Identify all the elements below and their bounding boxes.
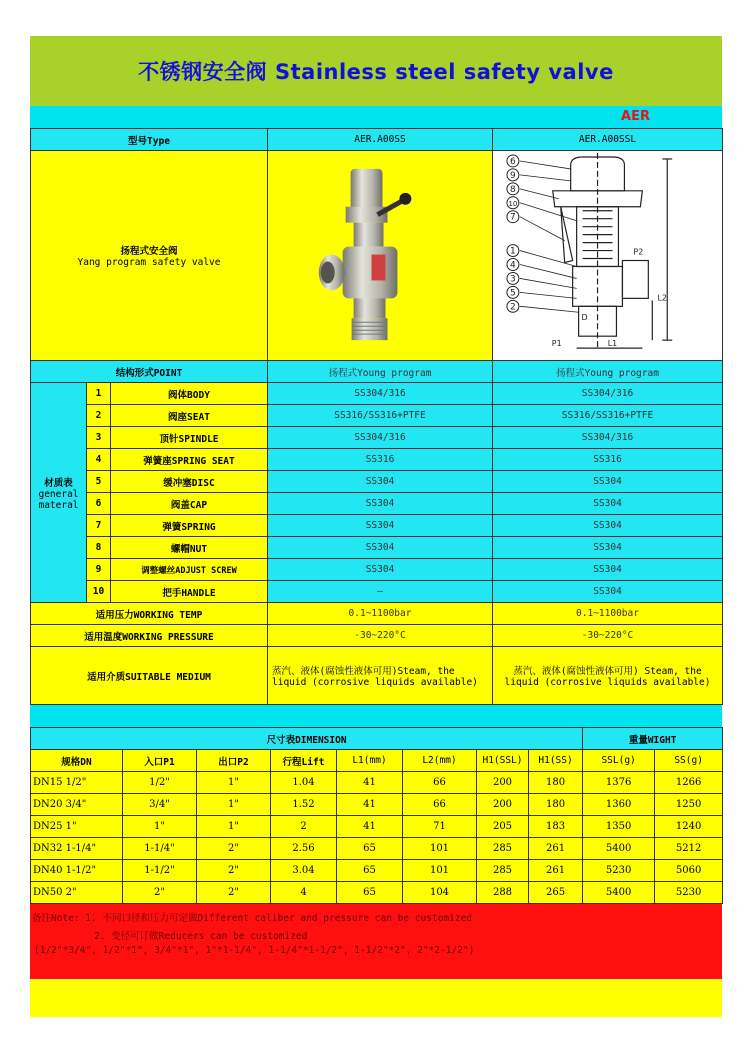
dimension-header-row xyxy=(31,750,723,772)
cell-lift: 2.56 xyxy=(271,838,337,860)
cell-p2: 1" xyxy=(197,816,271,838)
cell-l2: 71 xyxy=(403,816,477,838)
svg-text:9: 9 xyxy=(510,170,516,181)
material-row xyxy=(31,449,723,471)
cell-p2: 2" xyxy=(197,838,271,860)
cell-ssl-g: 5400 xyxy=(583,838,655,860)
title-band xyxy=(30,36,722,106)
pressure-value-b: -30~220°C xyxy=(493,625,723,647)
cell-ss-g: 5230 xyxy=(655,882,723,904)
cell-dn: DN50 2" xyxy=(31,882,123,904)
dim-d: D xyxy=(581,313,588,323)
material-group-cn: 材质表 xyxy=(44,477,73,489)
point-value-b: 扬程式Young program xyxy=(493,361,723,383)
valve-label xyxy=(372,255,386,281)
valve-diagram-cell xyxy=(493,151,723,361)
svg-text:7: 7 xyxy=(510,212,516,223)
material-row xyxy=(31,383,723,405)
callout-10 xyxy=(507,197,519,209)
material-no: 6 xyxy=(87,493,111,515)
material-a: SS304/316 xyxy=(268,427,493,449)
spec-table xyxy=(30,128,723,705)
material-no: 7 xyxy=(87,515,111,537)
col-lift: 行程Lift xyxy=(271,750,337,772)
material-row xyxy=(31,405,723,427)
material-part: 把手HANDLE xyxy=(111,581,268,603)
cell-dn: DN40 1-1/2" xyxy=(31,860,123,882)
valve-photo-cell xyxy=(268,151,493,361)
callout-9 xyxy=(507,169,519,181)
material-row xyxy=(31,581,723,603)
material-part: 弹簧座SPRING SEAT xyxy=(111,449,268,471)
cell-l1: 65 xyxy=(337,882,403,904)
material-no: 3 xyxy=(87,427,111,449)
note-line-1: 备注Note: 1. 不同口径和压力可定做Different caliber and pressure can be customized xyxy=(32,913,473,925)
material-b: SS304 xyxy=(493,581,723,603)
cell-ssl-g: 1350 xyxy=(583,816,655,838)
material-row xyxy=(31,493,723,515)
spec-sheet xyxy=(30,36,722,1017)
pressure-label: 适用温度WORKING PRESSURE xyxy=(31,625,268,647)
cell-p1: 1-1/2" xyxy=(123,860,197,882)
cell-h1-ss: 180 xyxy=(529,772,583,794)
cell-dn: DN32 1-1/4" xyxy=(31,838,123,860)
cell-h1-ssl: 285 xyxy=(477,838,529,860)
dimension-row xyxy=(31,860,723,882)
notes-band xyxy=(30,904,722,979)
material-a: SS304 xyxy=(268,559,493,581)
cell-dn: DN20 3/4" xyxy=(31,794,123,816)
cell-h1-ssl: 285 xyxy=(477,860,529,882)
cell-dn: DN15 1/2" xyxy=(31,772,123,794)
medium-value-a: 蒸汽、液体(腐蚀性液体可用)Steam, the liquid (corrosive liquids available) xyxy=(268,647,493,705)
material-part: 弹簧SPRING xyxy=(111,515,268,537)
svg-text:10: 10 xyxy=(508,199,518,208)
material-a: SS304 xyxy=(268,515,493,537)
material-a: SS304 xyxy=(268,471,493,493)
weight-title: 重量WIGHT xyxy=(583,728,723,750)
cell-ss-g: 5212 xyxy=(655,838,723,860)
callout-5 xyxy=(507,286,519,298)
point-value-a: 扬程式Young program xyxy=(268,361,493,383)
cell-l2: 101 xyxy=(403,860,477,882)
cell-l2: 101 xyxy=(403,838,477,860)
material-b: SS304/316 xyxy=(493,383,723,405)
dim-p1: P1 xyxy=(551,339,562,349)
cell-p2: 1" xyxy=(197,794,271,816)
material-b: SS316 xyxy=(493,449,723,471)
type-label: 型号Type xyxy=(31,129,268,151)
cell-p1: 2" xyxy=(123,882,197,904)
cell-p1: 3/4" xyxy=(123,794,197,816)
svg-text:3: 3 xyxy=(510,274,516,285)
cell-l1: 65 xyxy=(337,838,403,860)
material-no: 1 xyxy=(87,383,111,405)
material-group-en2: materal xyxy=(38,499,79,511)
material-row xyxy=(31,471,723,493)
callout-8 xyxy=(507,183,519,195)
product-name-en: Yang program safety valve xyxy=(77,257,221,269)
cell-p2: 2" xyxy=(197,860,271,882)
cell-p2: 2" xyxy=(197,882,271,904)
dim-l1: L1 xyxy=(607,339,618,349)
cell-h1-ssl: 200 xyxy=(477,794,529,816)
brand-label: AER xyxy=(621,109,650,124)
col-h1-ss: H1(SS) xyxy=(529,750,583,772)
model-a: AER.A00SS xyxy=(268,129,493,151)
cell-lift: 2 xyxy=(271,816,337,838)
material-b: SS304 xyxy=(493,559,723,581)
cell-ssl-g: 5400 xyxy=(583,882,655,904)
cell-l2: 66 xyxy=(403,772,477,794)
page-title: 不锈钢安全阀 Stainless steel safety valve xyxy=(138,60,614,84)
material-b: SS304 xyxy=(493,537,723,559)
material-b: SS304 xyxy=(493,493,723,515)
svg-text:8: 8 xyxy=(510,184,516,195)
cell-p1: 1/2" xyxy=(123,772,197,794)
cell-l2: 104 xyxy=(403,882,477,904)
cell-lift: 4 xyxy=(271,882,337,904)
valve-photo xyxy=(268,151,492,360)
cell-l1: 65 xyxy=(337,860,403,882)
cell-dn: DN25 1" xyxy=(31,816,123,838)
cell-h1-ss: 265 xyxy=(529,882,583,904)
material-a: SS304/316 xyxy=(268,383,493,405)
temp-value-a: 0.1~1100bar xyxy=(268,603,493,625)
cell-lift: 3.04 xyxy=(271,860,337,882)
dimension-table xyxy=(30,727,723,904)
cell-lift: 1.52 xyxy=(271,794,337,816)
note-line-2: 2. 变径可订做Reducers can be customized xyxy=(94,931,308,943)
note-line-3: (1/2"*3/4", 1/2"*1", 3/4"*1", 1"*1-1/4", 1-1/4"*1-1/2", 1-1/2"*2", 2"*2-1/2") xyxy=(34,945,475,957)
col-l1: L1(mm) xyxy=(337,750,403,772)
callout-4 xyxy=(507,259,519,271)
col-h1-ssl: H1(SSL) xyxy=(477,750,529,772)
callout-6 xyxy=(507,155,519,167)
material-part: 缓冲塞DISC xyxy=(111,471,268,493)
svg-text:2: 2 xyxy=(510,302,516,313)
material-part: 阀盖CAP xyxy=(111,493,268,515)
bottom-band xyxy=(30,979,722,1017)
cell-p1: 1" xyxy=(123,816,197,838)
medium-label: 适用介质SUITABLE MEDIUM xyxy=(31,647,268,705)
col-p1: 入口P1 xyxy=(123,750,197,772)
cell-ss-g: 5060 xyxy=(655,860,723,882)
cell-h1-ssl: 200 xyxy=(477,772,529,794)
brand-band xyxy=(30,106,722,128)
col-l2: L2(mm) xyxy=(403,750,477,772)
col-p2: 出口P2 xyxy=(197,750,271,772)
cell-h1-ss: 180 xyxy=(529,794,583,816)
material-row xyxy=(31,515,723,537)
material-a: SS316/SS316+PTFE xyxy=(268,405,493,427)
material-group-cell xyxy=(31,383,87,603)
cell-h1-ssl: 205 xyxy=(477,816,529,838)
cell-l1: 41 xyxy=(337,816,403,838)
cell-h1-ssl: 288 xyxy=(477,882,529,904)
svg-text:6: 6 xyxy=(510,156,516,167)
material-a: — xyxy=(268,581,493,603)
cell-ssl-g: 1360 xyxy=(583,794,655,816)
dimension-row xyxy=(31,794,723,816)
callout-3 xyxy=(507,272,519,284)
cell-h1-ss: 261 xyxy=(529,860,583,882)
cell-l1: 41 xyxy=(337,794,403,816)
dimension-title: 尺寸表DIMENSION xyxy=(31,728,583,750)
cell-h1-ss: 183 xyxy=(529,816,583,838)
cell-p2: 1" xyxy=(197,772,271,794)
material-row xyxy=(31,559,723,581)
section-divider xyxy=(30,705,722,727)
material-part: 阀座SEAT xyxy=(111,405,268,427)
cell-l2: 66 xyxy=(403,794,477,816)
cell-p1: 1-1/4" xyxy=(123,838,197,860)
material-b: SS316/SS316+PTFE xyxy=(493,405,723,427)
temp-value-b: 0.1~1100bar xyxy=(493,603,723,625)
col-dn: 规格DN xyxy=(31,750,123,772)
product-name-cn: 扬程式安全阀 xyxy=(120,246,178,258)
cell-ss-g: 1266 xyxy=(655,772,723,794)
material-group-en1: general xyxy=(38,488,79,500)
dim-p2: P2 xyxy=(633,247,644,257)
valve-diagram xyxy=(493,151,722,360)
callout-2 xyxy=(507,300,519,312)
cell-l1: 41 xyxy=(337,772,403,794)
material-b: SS304 xyxy=(493,471,723,493)
cell-lift: 1.04 xyxy=(271,772,337,794)
valve-cap xyxy=(351,169,383,211)
material-b: SS304/316 xyxy=(493,427,723,449)
callout-1 xyxy=(507,245,519,257)
svg-text:1: 1 xyxy=(510,246,516,257)
col-ssl-g: SSL(g) xyxy=(583,750,655,772)
cell-ssl-g: 1376 xyxy=(583,772,655,794)
material-b: SS304 xyxy=(493,515,723,537)
callout-7 xyxy=(507,211,519,223)
medium-value-b: 蒸汽、液体(腐蚀性液体可用) Steam, the liquid (corrosive liquids available) xyxy=(493,647,723,705)
pressure-value-a: -30~220°C xyxy=(268,625,493,647)
material-row xyxy=(31,537,723,559)
dimension-row xyxy=(31,838,723,860)
col-ss-g: SS(g) xyxy=(655,750,723,772)
material-part: 阀体BODY xyxy=(111,383,268,405)
material-a: SS304 xyxy=(268,537,493,559)
cell-h1-ss: 261 xyxy=(529,838,583,860)
material-no: 8 xyxy=(87,537,111,559)
model-b: AER.A00SSL xyxy=(493,129,723,151)
cell-ss-g: 1240 xyxy=(655,816,723,838)
material-row xyxy=(31,427,723,449)
svg-text:4: 4 xyxy=(510,260,516,271)
cell-ssl-g: 5230 xyxy=(583,860,655,882)
cell-ss-g: 1250 xyxy=(655,794,723,816)
material-a: SS316 xyxy=(268,449,493,471)
material-no: 2 xyxy=(87,405,111,427)
material-part: 调整螺丝ADJUST SCREW xyxy=(111,559,268,581)
valve-body xyxy=(343,247,398,299)
dimension-row xyxy=(31,882,723,904)
dim-l2: L2 xyxy=(657,293,668,303)
dimension-row xyxy=(31,772,723,794)
temp-label: 适用压力WORKING TEMP xyxy=(31,603,268,625)
point-label: 结构形式POINT xyxy=(31,361,268,383)
material-part: 顶针SPINDLE xyxy=(111,427,268,449)
product-name-cell xyxy=(31,151,268,361)
material-no: 9 xyxy=(87,559,111,581)
material-no: 4 xyxy=(87,449,111,471)
material-no: 10 xyxy=(87,581,111,603)
material-part: 螺帽NUT xyxy=(111,537,268,559)
material-a: SS304 xyxy=(268,493,493,515)
dimension-row xyxy=(31,816,723,838)
svg-text:5: 5 xyxy=(510,288,516,299)
material-no: 5 xyxy=(87,471,111,493)
